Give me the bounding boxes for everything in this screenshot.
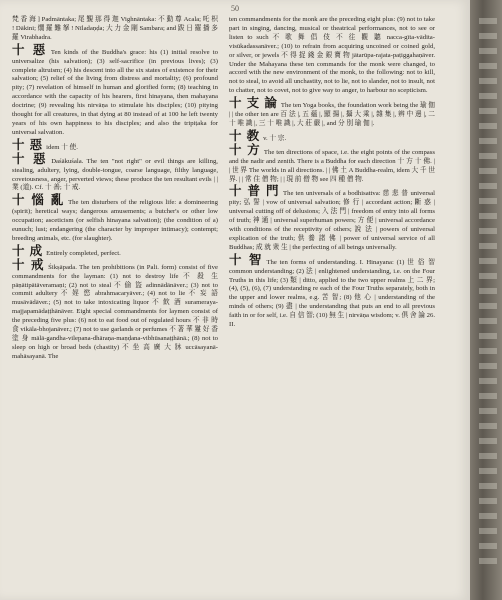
entry-headword: 十 戒	[12, 257, 46, 272]
dictionary-entry	[229, 142, 435, 185]
entry-text: The ten forms of understanding. I. Hinayana: (1) 世 俗 智 common understanding; (2) 法 | enlightened understanding, i.e. on the Four Truths in this life; (3) 類 | ditto, applied to the two upper realms 上 二 界; (4), (5), (6), (7) understanding re each of the Four Truths separately, both in the upper and lower realms, e.g. 苦 智; (8) 他 心 | understanding of the minds of others; (9) 盡 | the understanding that puts an end to all previous faith in or for self, i.e. 自 信 智; (10) 無 生 | nirvāṇa wisdom; v. 俱 舍 論 26. II.	[229, 258, 435, 329]
dictionary-entry	[12, 257, 218, 362]
dictionary-entry-continued	[229, 16, 435, 96]
entry-text: ten commandments for the monk are the preceding eight plus: (9) not to take part in singing, dancing, musical or theatrical performances, not to see or listen to such 不 歌 舞 倡 伎 不 往 觀 聽 nacca-gīta-vādita-visūkadassanāver.; (10) to refrain from acquiring uncoined or coined gold, or silver, or jewels 不 得 捉 錢 金 銀 寶 物 jātarūpa-rajata-paṭiggahaṇāver. Under the Mahayana these ten commands for the monk were changed, to accord with the new environment of the monk, to the following: not to kill, not to steal, to avoid all unchastity, not to lie, not to slander, not to insult, not to chatter, not to covet, not to give way to anger, to harbour no scepticism.	[229, 16, 435, 95]
entry-text: Entirely completed, perfect.	[46, 249, 121, 257]
dictionary-entry	[12, 151, 218, 194]
entry-headword: 十 方	[229, 142, 261, 157]
dictionary-entry	[12, 193, 218, 244]
entry-text: The ten disturbers of the religious life: a domineering (spirit); heretical ways; dangerous amusements; a butcher's or other low occupation; asceticism (or selfish hinayana salvation); (the condition of a) eunuch; lust; endangering (the character by improper intimacy); contempt; breeding animals, etc. (for slaughter).	[12, 199, 218, 242]
dictionary-entry	[229, 128, 435, 144]
entry-text: v. 十 宗.	[263, 134, 287, 142]
entry-headword: 十 智	[229, 252, 264, 267]
dictionary-entry	[229, 252, 435, 330]
entry-headword: 十 教	[229, 128, 261, 143]
dictionary-entry-intro	[12, 16, 218, 43]
entry-headword: 十 普 門	[229, 184, 281, 199]
entry-text: Śikṣāpada. The ten prohibitions (in Pali. form) consist of five commandments for the layman: (1) not to destroy life 不 殺 生 pāṇātipātāveramaṇi; (2) not to steal 不 偷 盜 adinnādānāver.; (3) not to commit adultery 不 婬 慾 abrahmacaryāver.; (4) not to lie 不 妄 語 musāvādāver.; (5) not to take intoxicating liquor 不 飲 酒 surameraya-majjapamādaṭṭhānāver. Eight special commandments for laymen consist of the preceding five plus: (6) not to eat food out of regulated hours 不 非 時 食 vikāla-bhojanāver.; (7) not to use garlands or perfumes 不 著 華 鬘 好 香 塗 身 mālā-gandha-vilepana-dhāraṇa-maṇḍana-vibhūsanaṭṭhānā.; (8) not to sleep on high or broad beds (chastity) 不 坐 高 廣 大 牀 uccāsayanā-mahāsayanā. The	[12, 263, 218, 360]
dictionary-entry	[229, 96, 435, 129]
entry-headword: 十 惡	[12, 137, 44, 152]
entry-headword: 十 惱 亂	[12, 193, 66, 208]
entry-text: Ten kinds of the Buddha's grace: his (1) initial resolve to universalize (his salvation); (3) self-sacrifice (in previous lives); (3) complete altruism; (4) his descent into all the six states of existence for their salvation; (5) relief of the living from distress and mortality; (6) profound pity; (7) revelation of himself in human and glorified form; (8) teaching in accordance with the capacity of his hearers, first hinayana, then mahayana doctrine; (9) revealing his nirvāṇa to stimulate his disciples; (10) pitying thought for all creatures, in that dying at 80 instead of at 100 he left twenty years of his own happiness to his disciples; and also the tripiṭaka for universal salvation.	[12, 48, 218, 136]
dictionary-entry	[12, 42, 218, 138]
entry-text: The ten universals of a bodhisattva: 慈 悲 普 universal pity; 弘 誓 | vow of universal salvation; 修 行 | accordant action; 斷 惑 | universal cutting off of delusions; 入 法 門 | freedom of entry into all forms of truth; 神 通 | universal superhuman powers; 方 便 | universal accordance with conditions of the receptivity of others; 說 法 | powers of universal explication of the truth; 供 養 諸 佛 | power of universal service of all Buddhas; 成 就 衆 生 | the perfecting of all beings universally.	[229, 190, 435, 251]
left-column	[12, 16, 218, 365]
entry-text: idem 十 使.	[46, 143, 78, 151]
dictionary-entry	[12, 137, 218, 153]
entry-headword: 十 惡	[12, 42, 48, 57]
entry-text: The ten Yoga books, the foundation work being the 瑜 伽 | | the other ten are 百 法 |, 五 蘊 |, 顯 揚 |, 攝 大 乘 |, 雜 集 |, 辨 中 邊 |, 二 十 唯 識 |, 三 十 唯 識 |, 大 莊 嚴 |, and 分 別 瑜 伽 |.	[229, 102, 435, 127]
right-column	[229, 16, 435, 333]
entry-headword: 十 支 論	[229, 96, 278, 111]
entry-text: Daśākuśala. The ten "not right" or evil things are killing, stealing, adultery, lying, double-tongue, coarse language, filthy language, covetousness, anger, perverted views; these produce the ten resultant evils | | 業 (道). Cf. 十 善; 十 戒.	[12, 157, 218, 192]
page-number: 50	[231, 4, 239, 13]
entry-text: 梵 香 海 ] Padmāntaka; 尾 覲 那 得 迦 Vighnāntaka: 不 動 尊 Acala; 吒 枳 ! Dākini; 燗 羅 難 拏 ! Nīladaṇḍa; 大 力 金 剛 Sambara; and 跋 日 羅 播 多 羅 Virabhadra.	[12, 16, 218, 41]
adjacent-page-text-fragment	[479, 18, 497, 578]
entry-headword: 十 成	[12, 243, 44, 258]
dictionary-entry	[12, 243, 218, 259]
entry-headword: 十 惡	[12, 151, 49, 166]
dictionary-entry	[229, 184, 435, 252]
entry-text: The ten directions of space, i.e. the eight points of the compass and the nadir and zenith. There is a Buddha for each direction 十 方 十 佛. | | 世 界 The worlds in all directions. | | 佛 土 A Buddha-realm, idem 大 千 世 界. | | 常 住 僧 物; | | 現 前 僧 物 see 四 種 僧 物.	[229, 148, 435, 183]
